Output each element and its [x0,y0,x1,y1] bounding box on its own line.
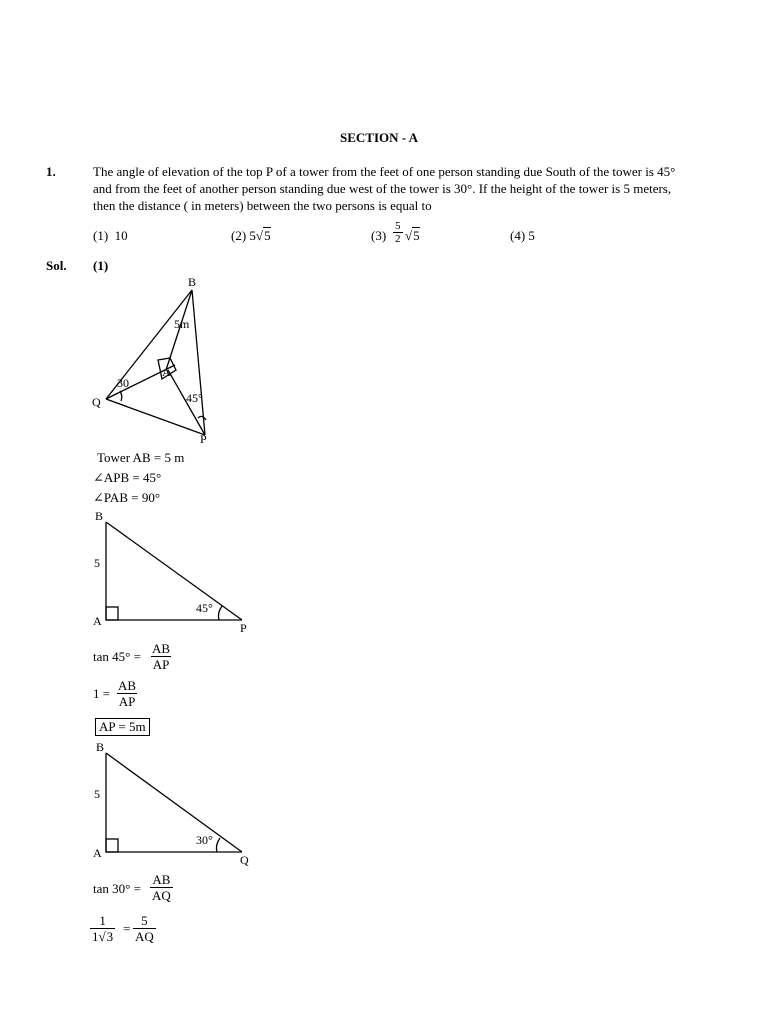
triangle-aqb-figure [90,739,260,867]
given-line-1: Tower AB = 5 m [97,450,185,465]
option-2 [231,228,271,244]
fig3-label-a: A [93,846,102,860]
eq2-den: AP [118,694,136,709]
eq4-right-den: AQ [135,929,154,944]
eq3-num: AB [152,872,171,887]
eq4-right-num: 5 [141,913,148,928]
eq3-fraction [150,872,173,903]
eq4-left-den [90,928,115,944]
eq2-num: AB [118,678,137,693]
option-1-value: 10 [114,228,128,243]
given-line-2: ∠APB = 45° [93,470,162,485]
angle-arc-p [198,416,206,420]
option-3-fraction [393,220,403,245]
fig3-label-b: B [96,740,105,754]
option-3-label: (3) [371,228,387,243]
option-4 [510,228,535,244]
question-line-3: then the distance ( in meters) between the two persons is equal to [93,198,432,213]
eq1-lhs: tan 45° = [93,649,141,664]
fig2-side: 5 [94,556,100,570]
eq1-fraction [150,641,172,672]
option-1 [93,228,128,244]
section-title: SECTION - A [340,130,419,145]
eq1-num: AB [152,641,171,656]
boxed-result: AP = 5m [95,718,150,736]
fig3-side: 5 [94,787,100,801]
eq2-lhs: 1 = [93,686,111,701]
option-3-root [405,228,420,244]
fig1-label-a: A [162,365,171,379]
sqrt-symbol-icon: √ [98,929,106,944]
angle-arc-p [218,606,222,620]
eq4-left-num: 1 [99,913,106,928]
question-line-1: The angle of elevation of the top P of a tower from the feet of one person standing due South of the tower is 45° [93,164,676,179]
fig2-label-a: A [93,614,102,628]
eq4-equals: = [123,921,131,936]
fig1-height: 5m [174,317,190,331]
option-2-label: (2) [231,228,247,243]
fig1-label-q: Q [92,395,101,409]
fig3-angle: 30° [196,833,213,847]
eq3-lhs: tan 30° = [93,881,141,896]
eq1-den: AP [152,657,170,672]
angle-arc-q [216,838,220,852]
fig2-label-p: P [240,621,247,635]
given-line-3: ∠PAB = 90° [93,490,161,505]
option-2-radicand: 5 [264,228,271,243]
option-3-radicand: 5 [413,228,420,243]
eq4-right-fraction [133,913,156,944]
fig2-angle: 45° [196,601,213,615]
eq4-left-den-radicand: 3 [106,929,114,944]
tower-3d-figure [85,272,225,447]
option-1-label: (1) [93,228,109,243]
eq3-den: AQ [152,888,171,903]
question-number: 1. [46,164,56,179]
right-angle-marker [106,839,118,852]
side-bq [106,753,242,852]
question-line-2: and from the feet of another person standing due west of the tower is 30°. If the height of the tower is 5 meters, [93,181,672,196]
side-bp [106,522,242,620]
sqrt-symbol-icon: √ [405,228,413,243]
fig3-label-q: Q [240,853,249,867]
fig1-label-b: B [188,275,197,289]
fig1-angle-q: 30 [117,376,129,390]
edge-bp [192,290,205,435]
fig1-angle-p: 45° [186,391,203,405]
eq2-fraction [116,678,138,709]
triangle-apb-figure [90,508,260,636]
eq4-left-den-coef: 1 [92,929,99,944]
sqrt-symbol-icon: √ [255,228,264,243]
fig1-label-p: P [200,432,207,446]
angle-arc-q [120,391,122,401]
option-3-den: 2 [395,233,401,245]
option-3-num: 5 [395,220,401,232]
eq4-left-fraction [90,913,115,944]
option-4-value: 5 [528,228,535,243]
solution-answer: (1) [93,258,109,273]
fig2-label-b: B [95,509,104,523]
right-angle-marker [106,607,118,620]
option-4-label: (4) [510,228,526,243]
solution-label: Sol. [46,258,67,273]
option-2-coef: 5 [249,228,256,243]
